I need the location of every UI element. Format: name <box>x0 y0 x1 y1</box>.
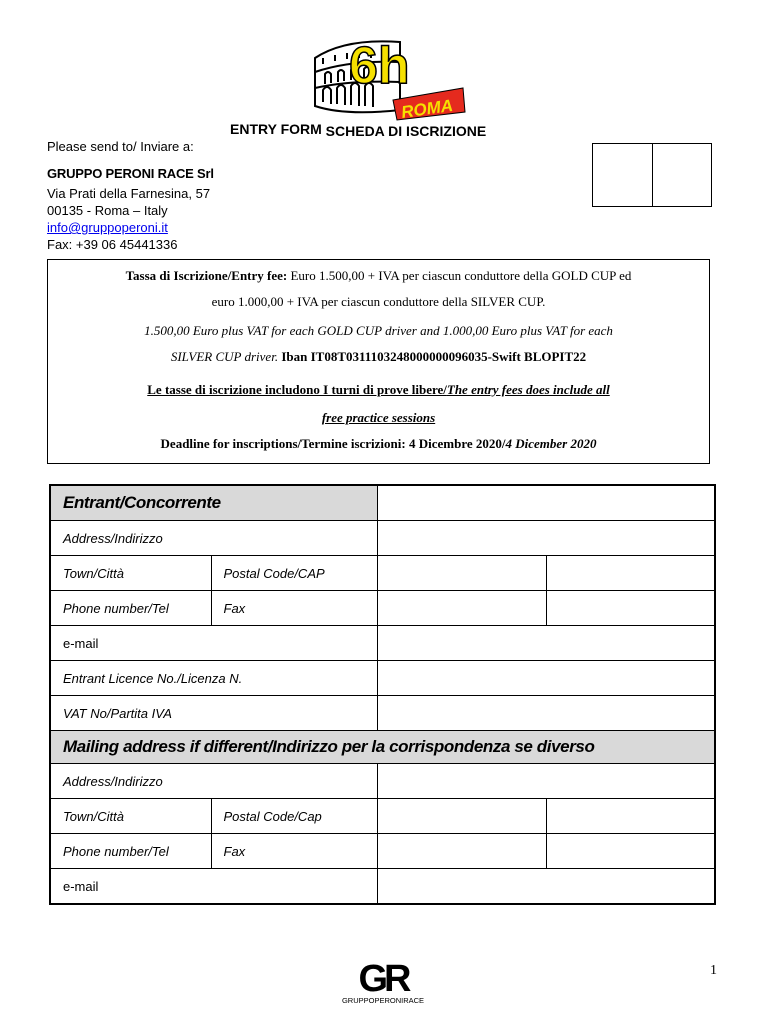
mailing-address-label: Address/Indirizzo <box>50 764 377 799</box>
mailing-heading: Mailing address if different/Indirizzo per la corrispondenza se diverso <box>50 731 715 764</box>
vat-field[interactable] <box>377 696 715 731</box>
mailing-town-label: Town/Città <box>50 799 211 834</box>
table-row <box>50 731 715 764</box>
table-row <box>50 661 715 696</box>
fee-includes-en: The entry fees does include all <box>446 382 610 397</box>
6h-roma-logo <box>305 28 470 128</box>
stamp-cell-right <box>652 144 712 206</box>
fee-silver-en: SILVER CUP driver. <box>170 349 282 364</box>
table-row <box>50 869 715 905</box>
entry-form-table <box>49 484 716 905</box>
postal-code-label: Postal Code/CAP <box>211 556 377 591</box>
mailing-address-field[interactable] <box>377 764 715 799</box>
stamp-box <box>592 143 712 207</box>
licence-label: Entrant Licence No./Licenza N. <box>50 661 377 696</box>
address-street: Via Prati della Farnesina, 57 <box>47 186 211 201</box>
stamp-cell-left <box>593 144 652 206</box>
table-row <box>50 521 715 556</box>
phone-label: Phone number/Tel <box>50 591 211 626</box>
fee-line-3: 1.500,00 Euro plus VAT for each GOLD CUP driver and 1.000,00 Euro plus VAT for each <box>144 323 613 338</box>
mailing-phone-field[interactable] <box>377 834 546 869</box>
logo-6h-text: 6h <box>349 37 410 95</box>
fee-line-6: free practice sessions <box>321 410 436 425</box>
form-title <box>230 121 486 137</box>
form-title-en: ENTRY FORM <box>230 121 322 137</box>
logo-roma-text: ROMA <box>400 95 455 122</box>
fee-line-4 <box>48 349 709 365</box>
deadline-text: Deadline for inscriptions/Termine iscrizioni: 4 Dicembre 2020/ <box>160 436 506 451</box>
table-row <box>50 626 715 661</box>
address-field[interactable] <box>377 521 715 556</box>
table-row <box>50 834 715 869</box>
email-link[interactable]: info@gruppoperoni.it <box>47 220 168 235</box>
town-label: Town/Città <box>50 556 211 591</box>
mailing-fax-field[interactable] <box>546 834 715 869</box>
mailing-postal-code-field[interactable] <box>546 799 715 834</box>
postal-code-field[interactable] <box>546 556 715 591</box>
fee-line-5 <box>48 382 709 398</box>
email-field[interactable] <box>377 626 715 661</box>
fax-label: Fax <box>211 591 377 626</box>
address-label: Address/Indirizzo <box>50 521 377 556</box>
table-row <box>50 696 715 731</box>
entrant-label: Entrant/Concorrente <box>50 485 377 521</box>
gruppo-peroni-race-logo <box>338 956 428 1006</box>
entrant-field[interactable] <box>377 485 715 521</box>
mailing-phone-label: Phone number/Tel <box>50 834 211 869</box>
fee-gold-it: Euro 1.500,00 + IVA per ciascun conduttore della GOLD CUP ed <box>287 268 632 283</box>
table-row <box>50 764 715 799</box>
mailing-postal-code-label: Postal Code/Cap <box>211 799 377 834</box>
fax-field[interactable] <box>546 591 715 626</box>
licence-field[interactable] <box>377 661 715 696</box>
mailing-fax-label: Fax <box>211 834 377 869</box>
deadline-date-en: 4 Dicember 2020 <box>505 436 597 451</box>
table-row <box>50 799 715 834</box>
vat-label: VAT No/Partita IVA <box>50 696 377 731</box>
table-row <box>50 485 715 521</box>
email-label: e-mail <box>50 626 377 661</box>
fax-number: Fax: +39 06 45441336 <box>47 237 178 252</box>
entry-fee-box <box>47 259 710 464</box>
phone-field[interactable] <box>377 591 546 626</box>
town-field[interactable] <box>377 556 546 591</box>
table-row <box>50 556 715 591</box>
fee-includes-it: Le tasse di iscrizione includono I turni di prove libere/ <box>147 382 447 397</box>
company-name: GRUPPO PERONI RACE Srl <box>47 166 214 181</box>
footer-logo-monogram: GR <box>358 958 408 1000</box>
send-to-label: Please send to/ Inviare a: <box>47 139 194 154</box>
page-number: 1 <box>710 963 717 978</box>
mailing-email-label: e-mail <box>50 869 377 905</box>
table-row <box>50 591 715 626</box>
mailing-email-field[interactable] <box>377 869 715 905</box>
fee-line-1 <box>48 268 709 284</box>
iban-text: Iban IT08T0311103248000000096035-Swift BLOPIT22 <box>281 349 587 364</box>
fee-line-2: euro 1.000,00 + IVA per ciascun conduttore della SILVER CUP. <box>211 294 546 309</box>
address-city: 00135 - Roma – Italy <box>47 203 168 218</box>
footer-logo-caption: GRUPPOPERONIRACE <box>341 996 425 1005</box>
deadline-line <box>48 436 709 452</box>
mailing-town-field[interactable] <box>377 799 546 834</box>
form-title-it: SCHEDA DI ISCRIZIONE <box>325 123 487 139</box>
fee-label: Tassa di Iscrizione/Entry fee: <box>125 268 288 283</box>
